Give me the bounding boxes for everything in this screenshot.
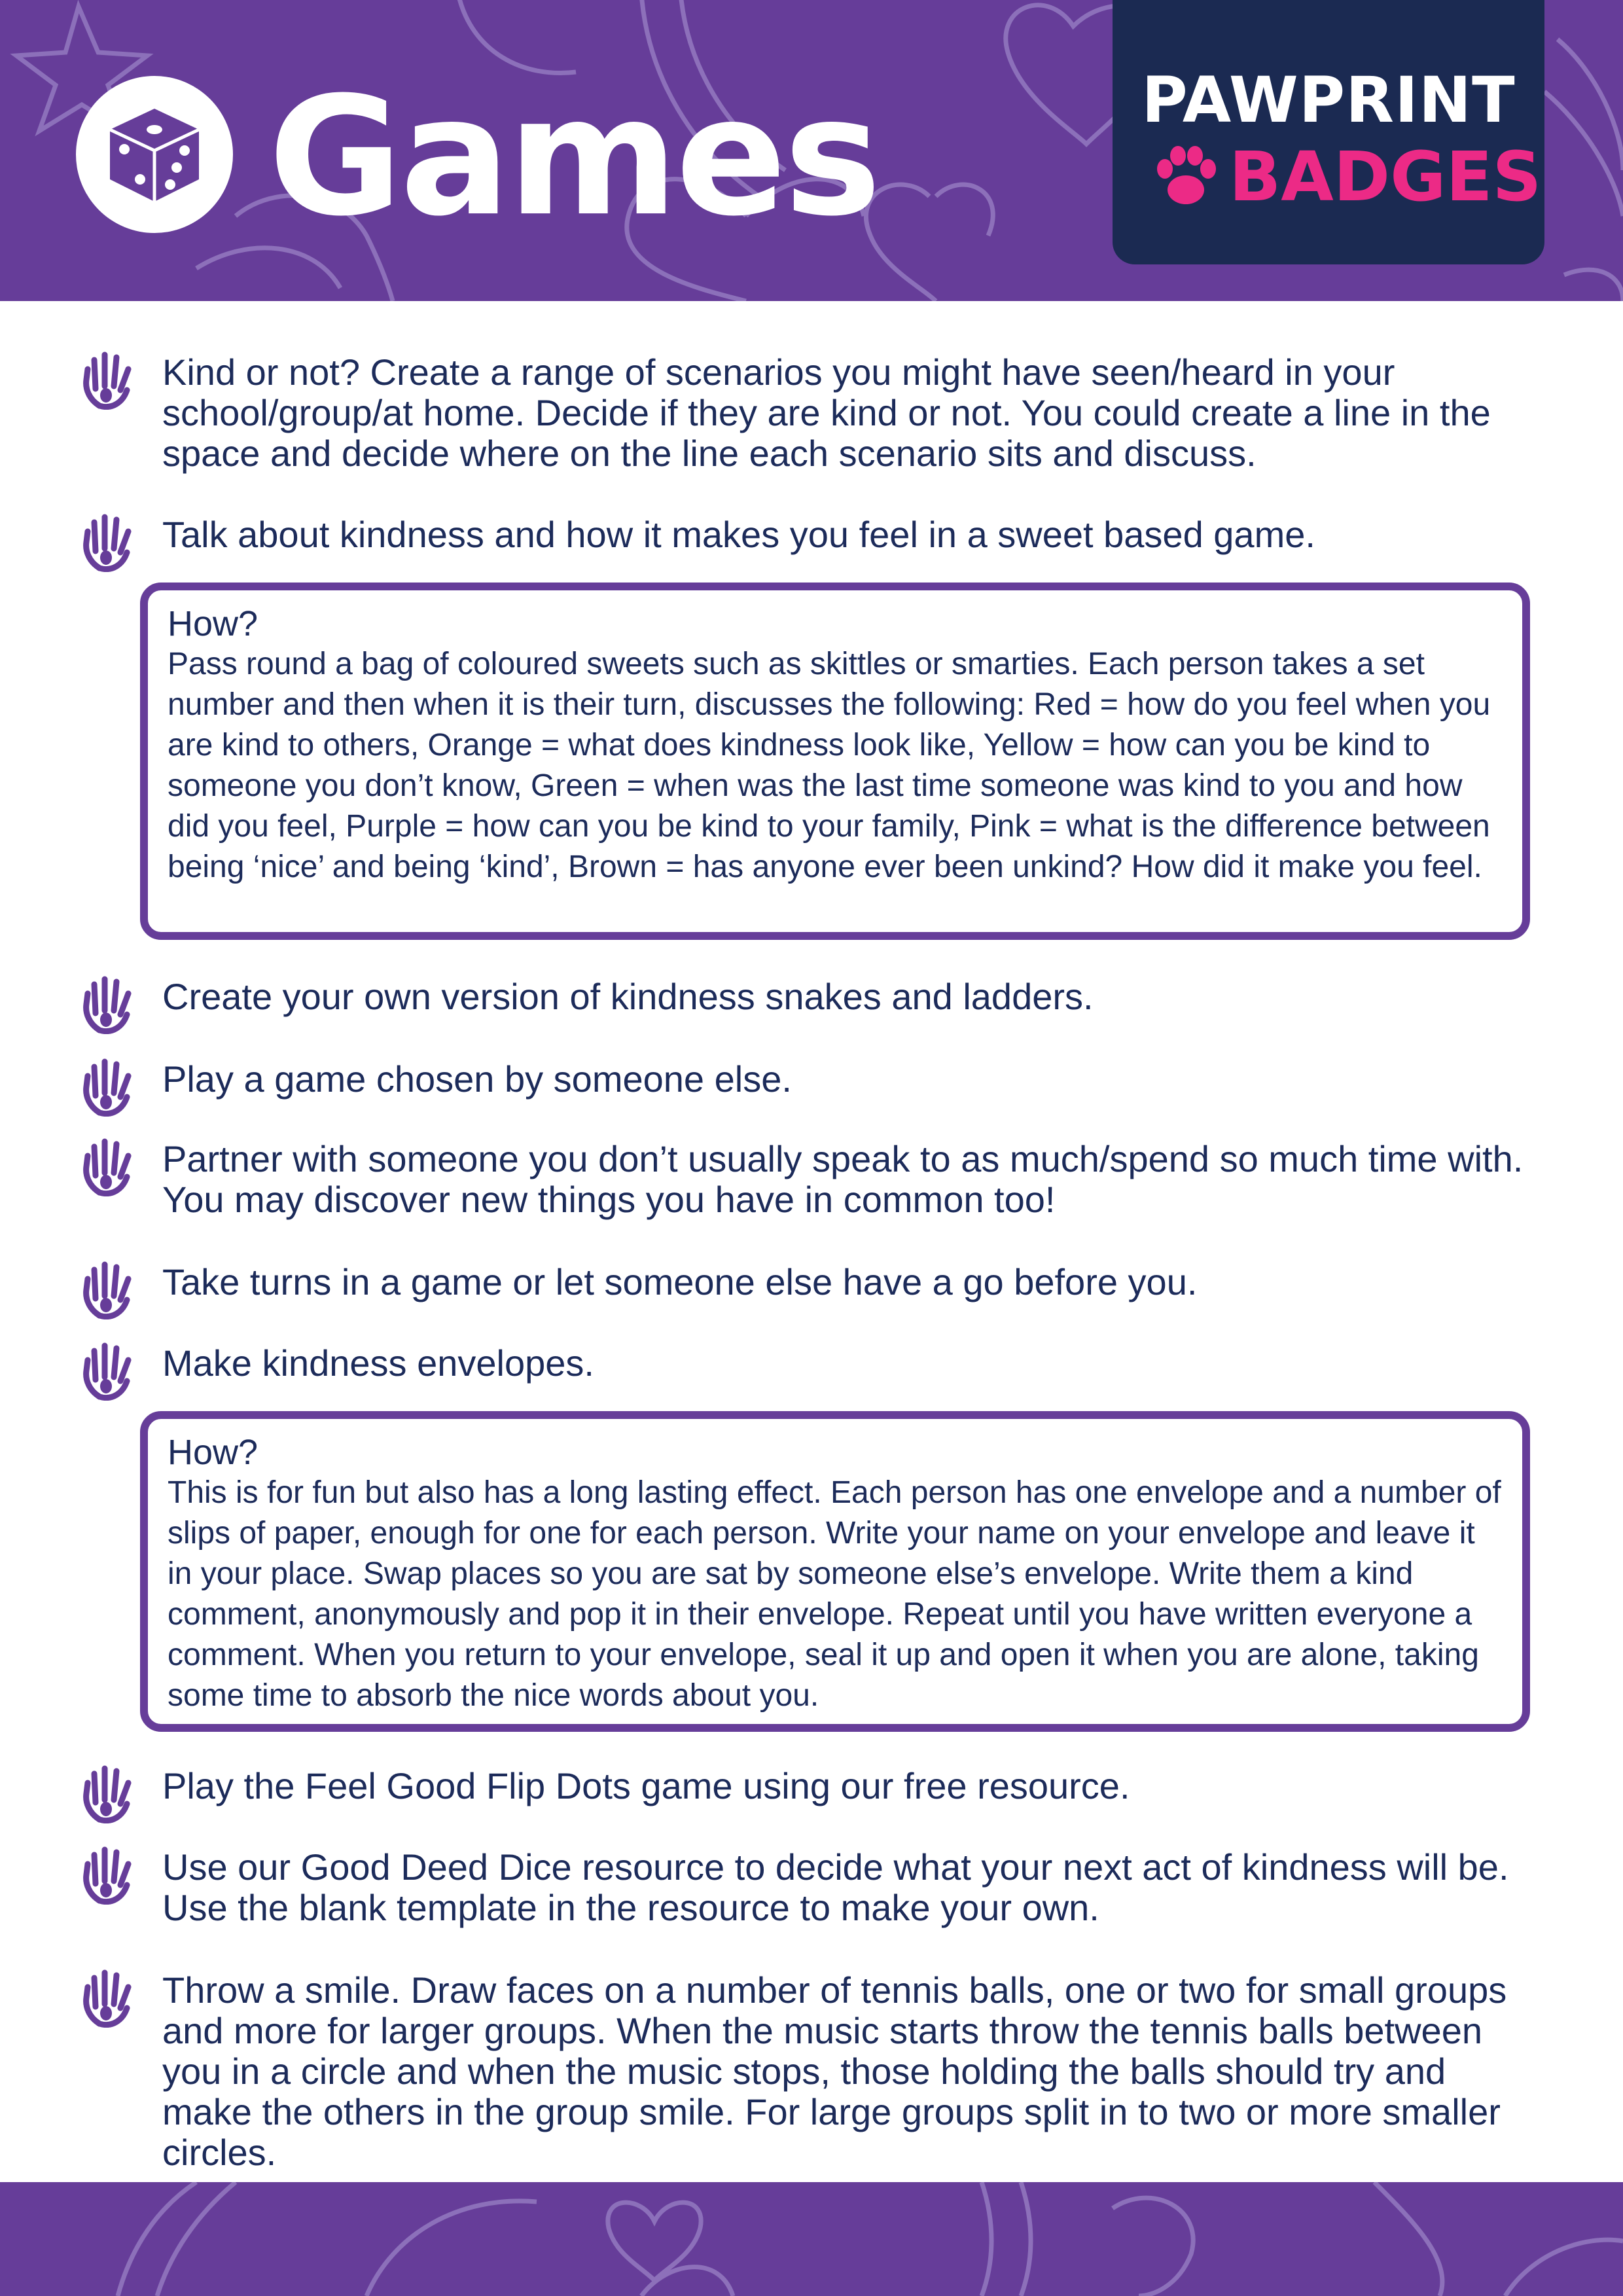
- hand-icon: [80, 512, 135, 572]
- list-item-text: Create your own version of kindness snakes and ladders.: [162, 976, 1094, 1017]
- list-item-text: Kind or not? Create a range of scenarios you might have seen/heard in your school/group/at home. Decide if they are kind or not. You could create a line in the space and decide where on the line each scenario sits and discuss.: [162, 351, 1491, 474]
- logo-badges-row: [1152, 137, 1542, 217]
- how-text: Pass round a bag of coloured sweets such as skittles or smarties. Each person takes a set number and then when it is their turn, discusses the following: Red = how do you feel when you are kind to others, Orange = what does kindness look like, Yellow = how can you be kind to someone you don’t know, Green = when was the last time someone was kind to you and how did you feel, Purple = how can you be kind to your family, Pink = what is the difference between being ‘nice’ and being ‘kind’, Brown = has anyone ever been unkind? How did it make you feel.: [168, 647, 1491, 884]
- dice-icon-circle: [76, 76, 233, 233]
- footer-banner: [0, 2182, 1623, 2296]
- hand-icon: [80, 1967, 135, 2028]
- hand-icon: [80, 1763, 135, 1823]
- paw-icon: [1152, 143, 1220, 211]
- pawprint-badges-logo: [1113, 0, 1544, 264]
- list-item-text: Talk about kindness and how it makes you feel in a sweet based game.: [162, 514, 1315, 555]
- dice-icon: [102, 102, 207, 207]
- how-box: [140, 1411, 1530, 1732]
- list-item-text: Play a game chosen by someone else.: [162, 1058, 792, 1100]
- how-label: How?: [168, 1433, 259, 1472]
- hand-icon: [80, 1259, 135, 1319]
- how-text: This is for fun but also has a long lasting effect. Each person has one envelope and a number of slips of paper, enough for one for each person. Write your name on your envelope and leave it in your place. Swap places so you are sat by someone else’s envelope. Write them a kind comment, anonymously and pop it in their envelope. Repeat until you have written everyone a comment. When you return to your envelope, seal it up and open it when you are alone, taking some time to absorb the nice words about you.: [168, 1475, 1501, 1713]
- hand-icon: [80, 350, 135, 410]
- hand-icon: [80, 1844, 135, 1905]
- hand-icon: [80, 974, 135, 1034]
- hand-icon: [80, 1136, 135, 1196]
- list-item-text: Use our Good Deed Dice resource to decide what your next act of kindness will be. Use the blank template in the resource to make your own.: [162, 1846, 1509, 1928]
- list-item-text: Make kindness envelopes.: [162, 1342, 594, 1384]
- list-item-text: Partner with someone you don’t usually speak to as much/spend so much time with. You may discover new things you have in common too!: [162, 1138, 1524, 1220]
- header-banner: [0, 0, 1623, 301]
- decorative-outline-pattern: [0, 2182, 1623, 2296]
- logo-text-pawprint: PAWPRINT: [1141, 63, 1516, 137]
- hand-icon: [80, 1340, 135, 1401]
- logo-text-badges: BADGES: [1229, 137, 1542, 217]
- list-item-text: Throw a smile. Draw faces on a number of tennis balls, one or two for small groups and more for larger groups. When the music starts throw the tennis balls between you in a circle and when the music stops, those holding the balls should try and make the others in the group smile. For large groups split in to two or more smaller circles.: [162, 1969, 1507, 2173]
- page-title: Games: [268, 62, 879, 252]
- list-item-text: Play the Feel Good Flip Dots game using our free resource.: [162, 1765, 1130, 1806]
- hand-icon: [80, 1056, 135, 1117]
- how-label: How?: [168, 604, 259, 643]
- how-box: [140, 583, 1530, 940]
- list-item-text: Take turns in a game or let someone else have a go before you.: [162, 1261, 1198, 1302]
